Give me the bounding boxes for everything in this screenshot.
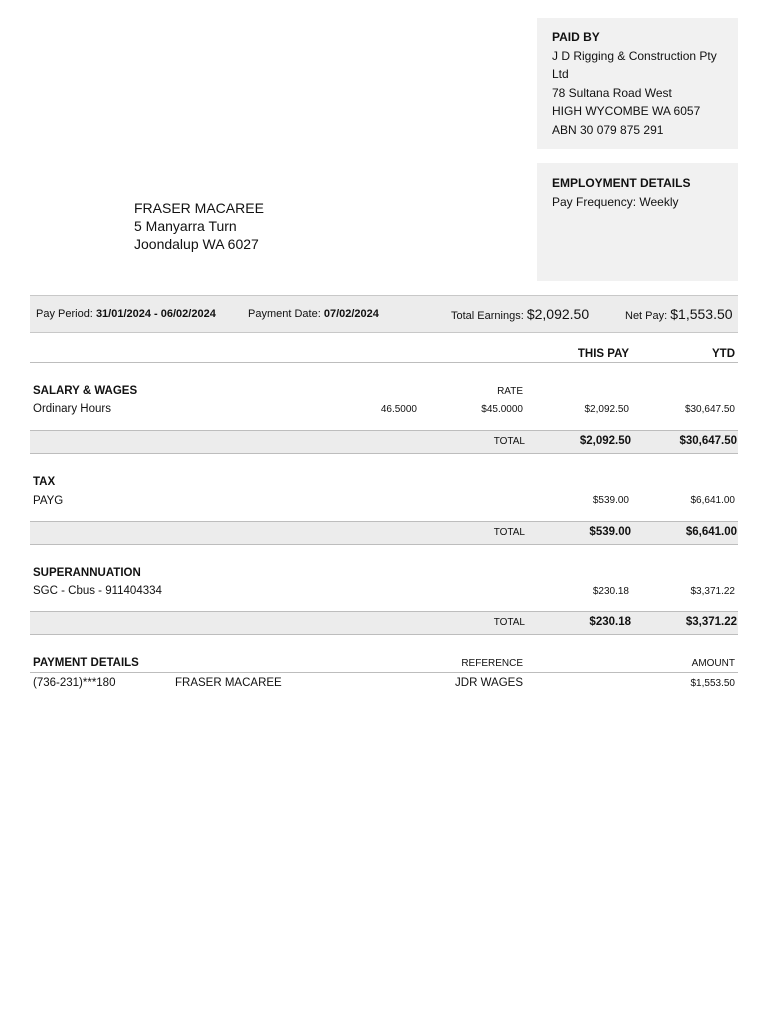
salary-total-this-pay: $2,092.50: [579, 435, 631, 447]
salary-row-rate: $45.0000: [481, 404, 523, 415]
divider: [30, 362, 738, 363]
salary-row-ytd: $30,647.50: [684, 404, 735, 415]
tax-row-ytd: $6,641.00: [690, 495, 735, 506]
employer-name-line2: Ltd: [552, 67, 569, 81]
payment-heading: PAYMENT DETAILS: [33, 657, 139, 669]
salary-total-bar: [30, 430, 738, 454]
divider: [30, 672, 738, 673]
employee-name: FRASER MACAREE: [134, 200, 264, 216]
tax-row-this-pay: $539.00: [592, 495, 629, 506]
employment-details-box: [537, 163, 738, 281]
net-pay-value: $1,553.50: [670, 306, 733, 322]
super-total-ytd: $3,371.22: [685, 616, 737, 628]
tax-heading: TAX: [33, 476, 56, 488]
employer-name-line1: J D Rigging & Construction Pty: [552, 48, 717, 63]
pay-summary-bar: [30, 295, 738, 333]
net-pay-label: Net Pay:: [625, 310, 668, 322]
tax-row-label: PAYG: [33, 495, 64, 507]
amount-header: AMOUNT: [691, 658, 735, 669]
tax-total-ytd: $6,641.00: [685, 526, 737, 538]
super-total-label: TOTAL: [493, 617, 525, 628]
payment-date-label: Payment Date:: [248, 308, 321, 320]
payment-date: [248, 296, 379, 332]
total-earnings: [451, 296, 589, 332]
reference-header: REFERENCE: [461, 658, 523, 669]
employee-city: Joondalup WA 6027: [134, 236, 259, 252]
employment-heading: EMPLOYMENT DETAILS: [552, 176, 691, 190]
employee-street: 5 Manyarra Turn: [134, 218, 237, 234]
employer-street: 78 Sultana Road West: [552, 85, 672, 100]
tax-total-label: TOTAL: [493, 527, 525, 538]
ytd-header: YTD: [712, 348, 735, 360]
payment-name: FRASER MACAREE: [175, 677, 282, 689]
payment-account: (736-231)***180: [33, 677, 116, 689]
super-heading: SUPERANNUATION: [33, 567, 141, 579]
total-earnings-label: Total Earnings:: [451, 310, 524, 322]
paid-by-heading: PAID BY: [552, 30, 600, 44]
super-total-this-pay: $230.18: [589, 616, 631, 628]
pay-period: [36, 296, 216, 332]
employer-abn: ABN 30 079 875 291: [552, 122, 664, 137]
pay-frequency: Pay Frequency: Weekly: [552, 194, 679, 209]
salary-heading: SALARY & WAGES: [33, 385, 138, 397]
net-pay: [625, 296, 733, 332]
salary-row-this-pay: $2,092.50: [584, 404, 629, 415]
this-pay-header: THIS PAY: [577, 348, 629, 360]
tax-total-this-pay: $539.00: [589, 526, 631, 538]
salary-row-label: Ordinary Hours: [33, 403, 111, 415]
super-row-label: SGC - Cbus - 911404334: [33, 585, 162, 597]
salary-total-ytd: $30,647.50: [679, 435, 737, 447]
paid-by-box: [537, 18, 738, 149]
super-row-this-pay: $230.18: [592, 586, 629, 597]
employee-address: [134, 199, 264, 253]
payment-date-value: 07/02/2024: [323, 308, 379, 320]
super-row-ytd: $3,371.22: [690, 586, 735, 597]
rate-header: RATE: [497, 386, 523, 397]
pay-period-value: 31/01/2024 - 06/02/2024: [95, 308, 216, 320]
employer-city: HIGH WYCOMBE WA 6057: [552, 104, 701, 118]
salary-total-label: TOTAL: [493, 436, 525, 447]
salary-row-hours: 46.5000: [380, 404, 417, 415]
total-earnings-value: $2,092.50: [526, 306, 590, 322]
payment-reference: JDR WAGES: [455, 677, 523, 689]
super-total-bar: [30, 611, 738, 635]
pay-period-label: Pay Period:: [36, 308, 93, 320]
payment-amount: $1,553.50: [690, 678, 735, 689]
tax-total-bar: [30, 521, 738, 545]
